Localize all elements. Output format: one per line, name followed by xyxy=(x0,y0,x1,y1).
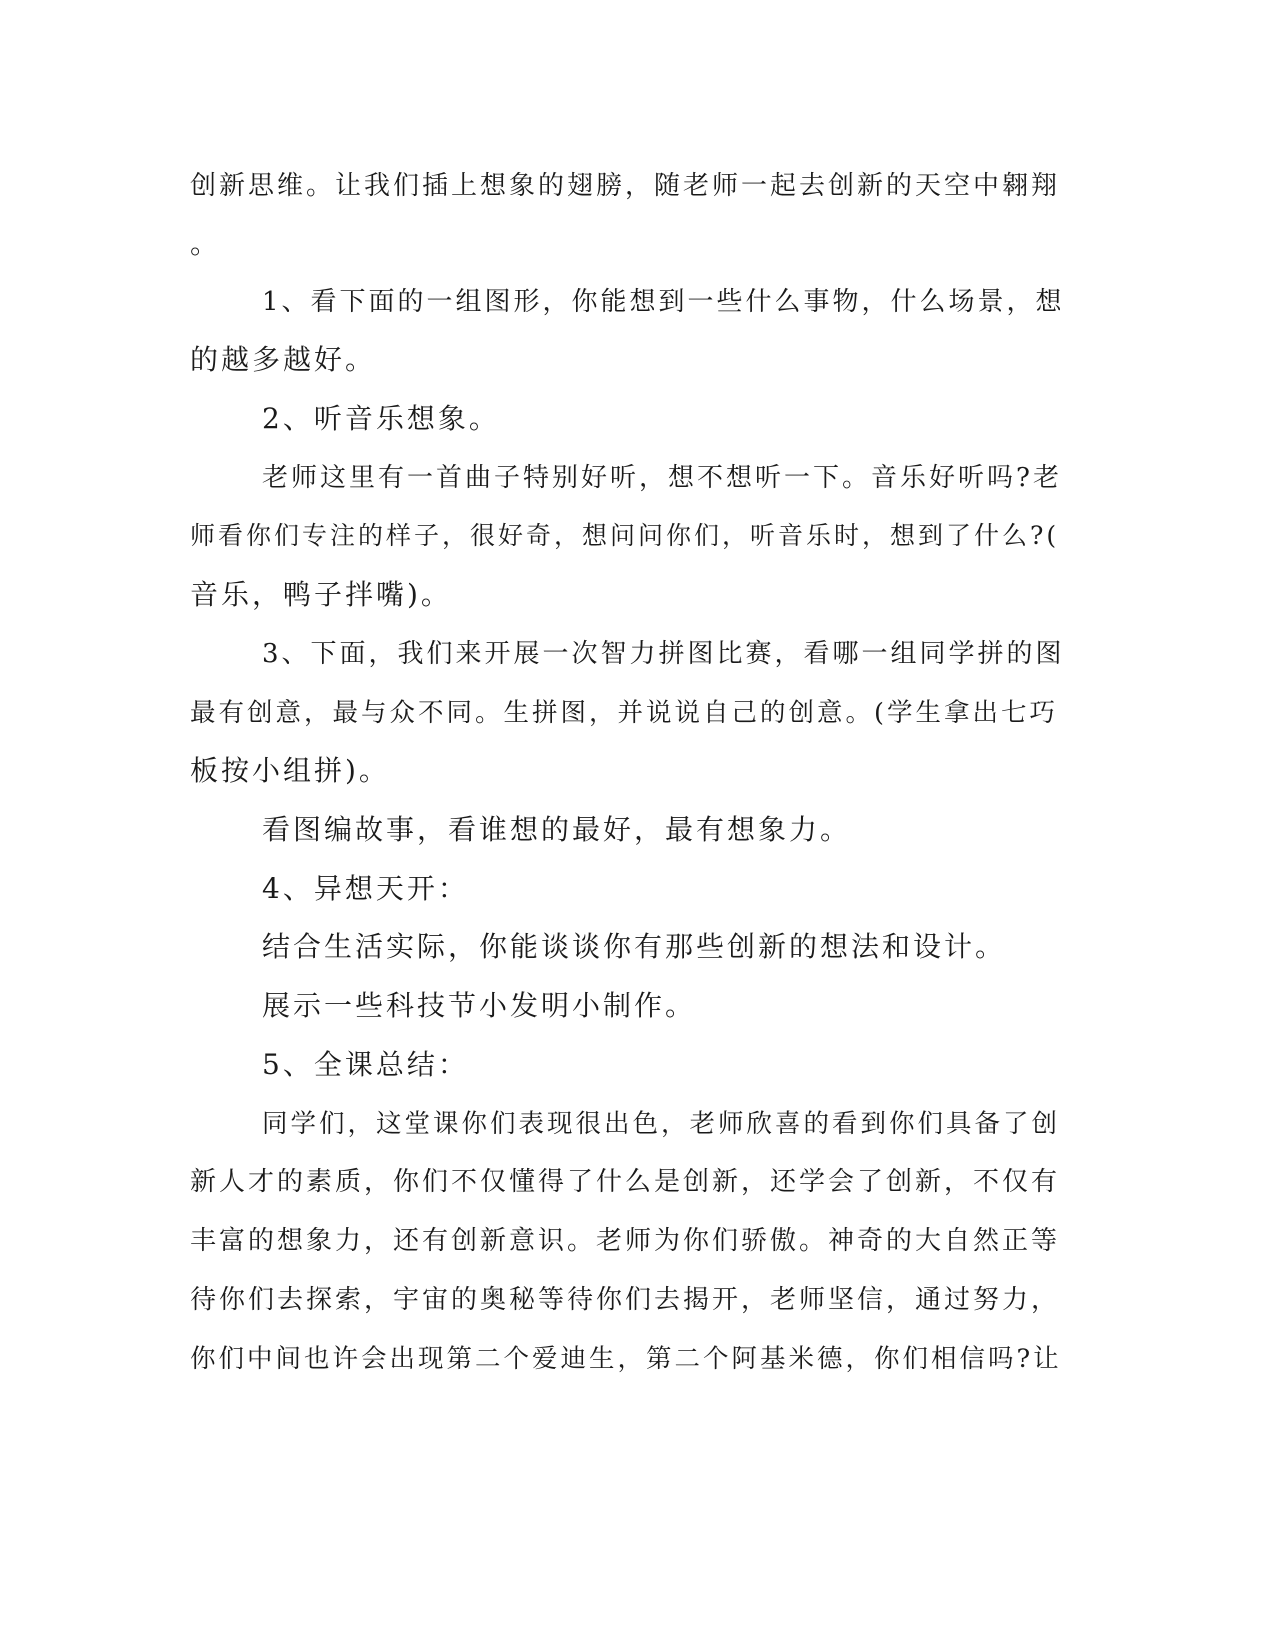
text-line: 的越多越好。 xyxy=(190,343,377,376)
text-line: 2、听音乐想象。 xyxy=(262,402,500,435)
text-line: 最有创意，最与众不同。生拼图，并说说自己的创意。(学生拿出七巧 xyxy=(190,698,1058,728)
text-line: 你们中间也许会出现第二个爱迪生，第二个阿基米德，你们相信吗?让 xyxy=(190,1344,1062,1374)
text-line: 结合生活实际，你能谈谈你有那些创新的想法和设计。 xyxy=(262,930,1007,963)
text-line: 展示一些科技节小发明小制作。 xyxy=(262,989,697,1022)
text-line: 板按小组拼)。 xyxy=(190,754,390,787)
text-line: 4、异想天开： xyxy=(262,872,469,905)
text-line: 新人才的素质，你们不仅懂得了什么是创新，还学会了创新，不仅有 xyxy=(190,1167,1061,1197)
text-line: 同学们，这堂课你们表现很出色，老师欣喜的看到你们具备了创 xyxy=(262,1109,1061,1139)
text-line: 3、下面，我们来开展一次智力拼图比赛，看哪一组同学拼的图 xyxy=(262,639,1065,669)
text-line: 师看你们专注的样子，很好奇，想问问你们，听音乐时，想到了什么?( xyxy=(190,521,1060,550)
text-line: 。 xyxy=(190,227,222,260)
text-line: 5、全课总结： xyxy=(262,1048,469,1081)
text-line: 老师这里有一首曲子特别好听，想不想听一下。音乐好听吗?老 xyxy=(262,463,1062,493)
text-line: 看图编故事，看谁想的最好，最有想象力。 xyxy=(262,813,852,846)
text-line: 音乐，鸭子拌嘴)。 xyxy=(190,578,452,611)
text-line: 待你们去探索，宇宙的奥秘等待你们去揭开，老师坚信，通过努力， xyxy=(190,1285,1061,1315)
text-line: 1、看下面的一组图形，你能想到一些什么事物，什么场景，想 xyxy=(262,287,1065,317)
text-line: 丰富的想象力，还有创新意识。老师为你们骄傲。神奇的大自然正等 xyxy=(190,1226,1061,1256)
text-line: 创新思维。让我们插上想象的翅膀，随老师一起去创新的天空中翱翔 xyxy=(190,171,1061,201)
